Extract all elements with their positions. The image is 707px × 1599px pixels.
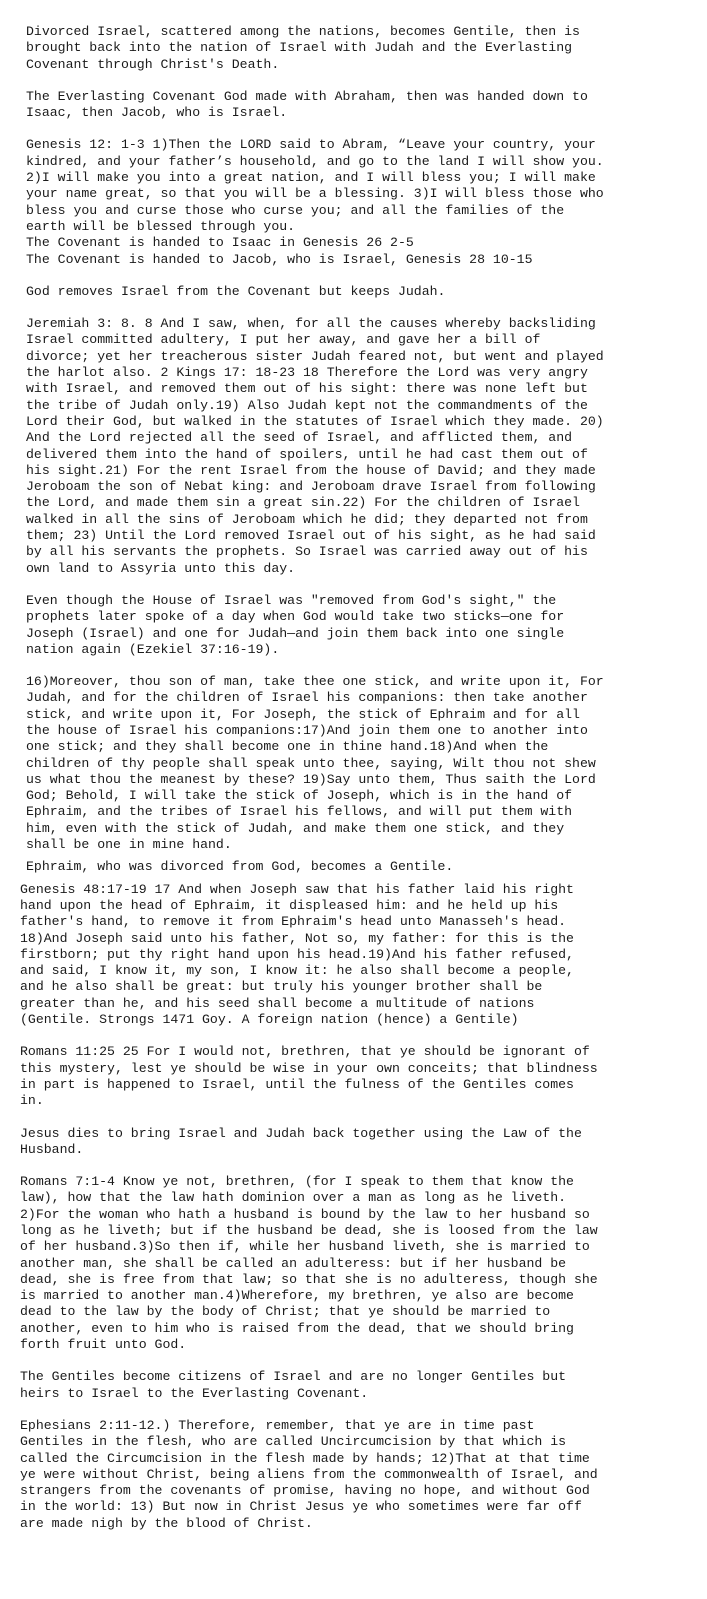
ephesians-2-paragraph: Ephesians 2:11-12.) Therefore, remember, that ye are in time past Gentiles in the flesh, who are called Uncircumcision by that which is called the Circumcision in the flesh made by hands; 12)That at that time ye were without Christ, being aliens from the commonwealth of Israel, and strangers from the covenants of promise, having no hope, and without God in the world: 13) But now in Christ Jesus ye who sometimes were far off are made nigh by the blood of Christ. xyxy=(20,1417,598,1531)
covenant-abraham-paragraph: The Everlasting Covenant God made with Abraham, then was handed down to Isaac, then Jacob, who is Israel. xyxy=(26,88,588,121)
israel-removed-heading: God removes Israel from the Covenant but keeps Judah. xyxy=(26,283,446,299)
two-sticks-paragraph: Even though the House of Israel was "removed from God's sight," the prophets later spoke of a day when God would take two sticks—one for Joseph (Israel) and one for Judah—and join them back into one single nation again (Ezekiel 37:16-19). xyxy=(26,592,565,657)
genesis-48-paragraph: Genesis 48:17-19 17 And when Joseph saw that his father laid his right hand upon the head of Ephraim, it displeased him: and he held up his father's hand, to remove it from Ephraim's head unto Manasseh's head. 18)And Joseph said unto his father, Not so, my father: for this is the firstborn; put thy right hand upon his head.19)And his father refused, and said, I know it, my son, I know it: he also shall become a people, and he also shall be great: but truly his younger brother shall be greater than he, and his seed shall become a multitude of nations (Gentile. Strongs 1471 Goy. A foreign nation (hence) a Gentile) xyxy=(20,881,574,1028)
romans-7-paragraph: Romans 7:1-4 Know ye not, brethren, (for I speak to them that know the law), how that the law hath dominion over a man as long as he liveth. 2)For the woman who hath a husband is bound by the law to her husband so long as he liveth; but if the husband be dead, she is loosed from the law of her husband.3)So then if, while her husband liveth, she is married to another man, she shall be called an adulteress: but if her husband be dead, she is free from that law; so that she is no adulteress, though she is married to another man.4)Wherefore, my brethren, ye also are become dead to the law by the body of Christ; that ye should be married to another, even to him who is raised from the dead, that we should bring forth fruit unto God. xyxy=(20,1174,598,1353)
intro-paragraph: Divorced Israel, scattered among the nations, becomes Gentile, then is brought back into the nation of Israel with Judah and the Everlasting Covenant through Christ's Death. xyxy=(26,24,580,72)
ephraim-gentile-heading: Ephraim, who was divorced from God, becomes a Gentile. xyxy=(26,859,454,875)
romans-11-paragraph: Romans 11:25 25 For I would not, brethren, that ye should be ignorant of this mystery, lest ye should be wise in your own conceits; that blindness in part is happened to Israel, until the fulness of the Gentiles comes in. xyxy=(20,1044,598,1109)
ezekiel-37-paragraph: 16)Moreover, thou son of man, take thee one stick, and write upon it, For Judah, and for the children of Israel his companions: then take another stick, and write upon it, For Joseph, the stick of Ephraim and for all the house of Israel his companions:17)And join them one to another into one stick; and they shall become one in thine hand.18)And when the children of thy people shall speak unto thee, saying, Wilt thou not shew us what thou the meanest by these? 19)Say unto them, Thus saith the Lord God; Behold, I will take the stick of Joseph, which is in the hand of Ephraim, and the tribes of Israel his fellows, and will put them with him, even with the stick of Judah, and make them one stick, and they shall be one in mine hand. xyxy=(26,674,604,853)
document-body xyxy=(20,24,698,1548)
jeremiah-kings-paragraph: Jeremiah 3: 8. 8 And I saw, when, for all the causes whereby backsliding Israel committed adultery, I put her away, and gave her a bill of divorce; yet her treacherous sister Judah feared not, but went and played the harlot also. 2 Kings 17: 18-23 18 Therefore the Lord was very angry with Israel, and removed them out of his sight: there was none left but the tribe of Judah only.19) Also Judah kept not the commandments of the Lord their God, but walked in the statutes of Israel which they made. 20) And the Lord rejected all the seed of Israel, and afflicted them, and delivered them into the hand of spoilers, until he had cast them out of his sight.21) For the rent Israel from the house of David; and they made Jeroboam the son of Nebat king: and Jeroboam drave Israel from following the Lord, and made them sin a great sin.22) For the children of Israel walked in all the sins of Jeroboam which he did; they departed not from them; 23) Until the Lord removed Israel out of his sight, as he had said by all his servants the prophets. So Israel was carried away out of his own land to Assyria unto this day. xyxy=(26,316,604,576)
law-of-husband-heading: Jesus dies to bring Israel and Judah back together using the Law of the Husband. xyxy=(20,1125,582,1157)
gentiles-citizens-heading: The Gentiles become citizens of Israel and are no longer Gentiles but heirs to Israel to the Everlasting Covenant. xyxy=(20,1369,567,1401)
genesis-12-paragraph: Genesis 12: 1-3 1)Then the LORD said to Abram, “Leave your country, your kindred, and your father’s household, and go to the land I will show you. 2)I will make you into a great nation, and I will bless you; I will make your name great, so that you will be a blessing. 3)I will bless those who bless you and curse those who curse you; and all the families of the earth will be blessed through you. The Covenant is handed to Isaac in Genesis 26 2-5 The Covenant is handed to Jacob, who is Israel, Genesis 28 10-15 xyxy=(26,137,604,267)
